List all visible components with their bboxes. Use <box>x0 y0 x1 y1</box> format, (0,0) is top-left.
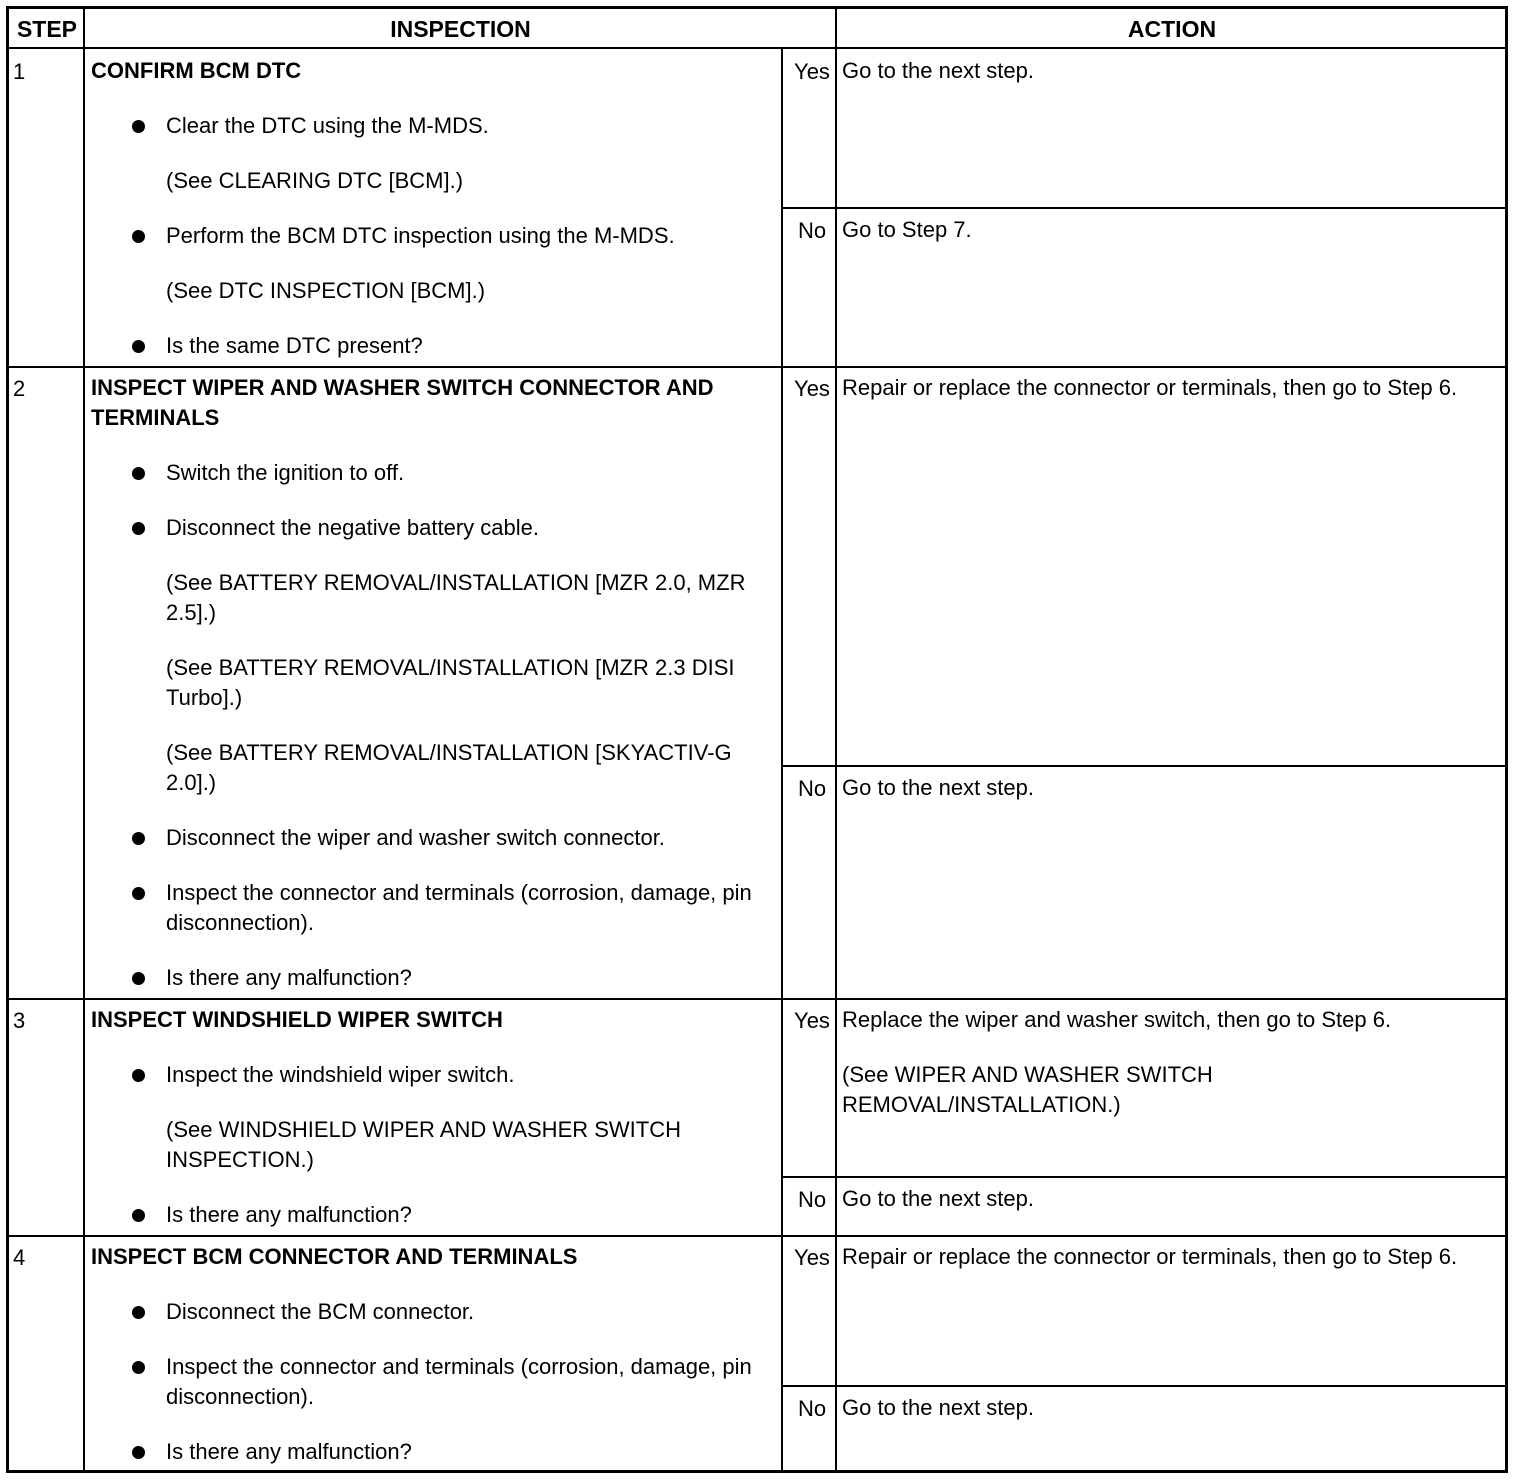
inspection-bullet: Inspect the connector and terminals (corrosion, damage, pin disconnection). <box>91 1352 771 1412</box>
yes-label: Yes <box>794 59 830 84</box>
no-action: Go to the next step. <box>842 1395 1035 1420</box>
step-number: 4 <box>13 1245 26 1270</box>
no-label: No <box>797 776 827 801</box>
inspection-bullet: Is there any malfunction? <box>91 1437 771 1467</box>
no-action: Go to the next step. <box>842 775 1035 800</box>
yes-action: Repair or replace the connector or terminals, then go to Step 6. <box>842 1244 1458 1269</box>
no-label: No <box>797 1187 827 1212</box>
step-number: 3 <box>13 1008 26 1033</box>
yes-action: Repair or replace the connector or terminals, then go to Step 6. <box>842 375 1458 400</box>
inspection-bullet: Inspect the windshield wiper switch. <box>91 1060 771 1090</box>
inspection-bullet: Disconnect the negative battery cable. <box>91 513 771 543</box>
yes-no-divider <box>781 1385 1505 1387</box>
step-inspection <box>91 56 771 386</box>
reference-note: (See BATTERY REMOVAL/INSTALLATION [MZR 2.3 DISI Turbo].) <box>166 655 735 710</box>
reference-note: (See DTC INSPECTION [BCM].) <box>166 278 486 303</box>
column-divider <box>83 9 85 1470</box>
reference-note: (See BATTERY REMOVAL/INSTALLATION [SKYACTIV-G 2.0].) <box>166 740 732 795</box>
yes-label: Yes <box>794 1008 830 1033</box>
no-action: Go to the next step. <box>842 1186 1035 1211</box>
step-inspection <box>91 373 771 1018</box>
inspection-bullet: Is there any malfunction? <box>91 963 771 993</box>
bullet-icon <box>132 1361 145 1374</box>
inspection-bullet: Is there any malfunction? <box>91 1200 771 1230</box>
column-divider <box>781 49 783 1470</box>
step-title: INSPECT BCM CONNECTOR AND TERMINALS <box>91 1244 578 1269</box>
bullet-icon <box>132 1209 145 1222</box>
bullet-icon <box>132 1446 145 1459</box>
no-action: Go to Step 7. <box>842 217 972 242</box>
step-title: INSPECT WINDSHIELD WIPER SWITCH <box>91 1007 503 1032</box>
reference-note: (See WIPER AND WASHER SWITCH REMOVAL/INSTALLATION.) <box>842 1062 1213 1117</box>
reference-note: (See CLEARING DTC [BCM].) <box>166 168 464 193</box>
reference-note: (See BATTERY REMOVAL/INSTALLATION [MZR 2.0, MZR 2.5].) <box>166 570 746 625</box>
no-label: No <box>797 218 827 243</box>
inspection-bullet: Inspect the connector and terminals (corrosion, damage, pin disconnection). <box>91 878 771 938</box>
header-step: STEP <box>9 9 85 49</box>
step-number: 1 <box>13 59 26 84</box>
bullet-icon <box>132 522 145 535</box>
header-inspection: INSPECTION <box>85 9 836 49</box>
header-action: ACTION <box>836 9 1508 49</box>
yes-no-divider <box>781 1176 1505 1178</box>
yes-action: Replace the wiper and washer switch, then go to Step 6. (See WIPER AND WASHER SWITCH REMOVAL/INSTALLATION.) <box>842 1005 1482 1145</box>
step-inspection <box>91 1005 771 1255</box>
inspection-bullet: Perform the BCM DTC inspection using the M-MDS. <box>91 221 771 251</box>
bullet-icon <box>132 887 145 900</box>
yes-label: Yes <box>794 376 830 401</box>
yes-no-divider <box>781 765 1505 767</box>
bullet-icon <box>132 340 145 353</box>
inspection-bullet: Is the same DTC present? <box>91 331 771 361</box>
step-title: CONFIRM BCM DTC <box>91 58 302 83</box>
step-number: 2 <box>13 376 26 401</box>
no-label: No <box>797 1396 827 1421</box>
reference-note: (See WINDSHIELD WIPER AND WASHER SWITCH INSPECTION.) <box>166 1117 682 1172</box>
bullet-icon <box>132 467 145 480</box>
inspection-bullet: Switch the ignition to off. <box>91 458 771 488</box>
inspection-bullet: Disconnect the wiper and washer switch connector. <box>91 823 771 853</box>
bullet-icon <box>132 1069 145 1082</box>
bullet-icon <box>132 972 145 985</box>
yes-action: Go to the next step. <box>842 58 1035 83</box>
bullet-icon <box>132 1306 145 1319</box>
bullet-icon <box>132 832 145 845</box>
bullet-icon <box>132 120 145 133</box>
bullet-icon <box>132 230 145 243</box>
troubleshooting-table <box>6 6 1508 1473</box>
inspection-bullet: Disconnect the BCM connector. <box>91 1297 771 1327</box>
step-title: INSPECT WIPER AND WASHER SWITCH CONNECTOR AND TERMINALS <box>91 375 714 430</box>
step-inspection <box>91 1242 771 1473</box>
yes-label: Yes <box>794 1245 830 1270</box>
yes-no-divider <box>781 207 1505 209</box>
inspection-bullet: Clear the DTC using the M-MDS. <box>91 111 771 141</box>
